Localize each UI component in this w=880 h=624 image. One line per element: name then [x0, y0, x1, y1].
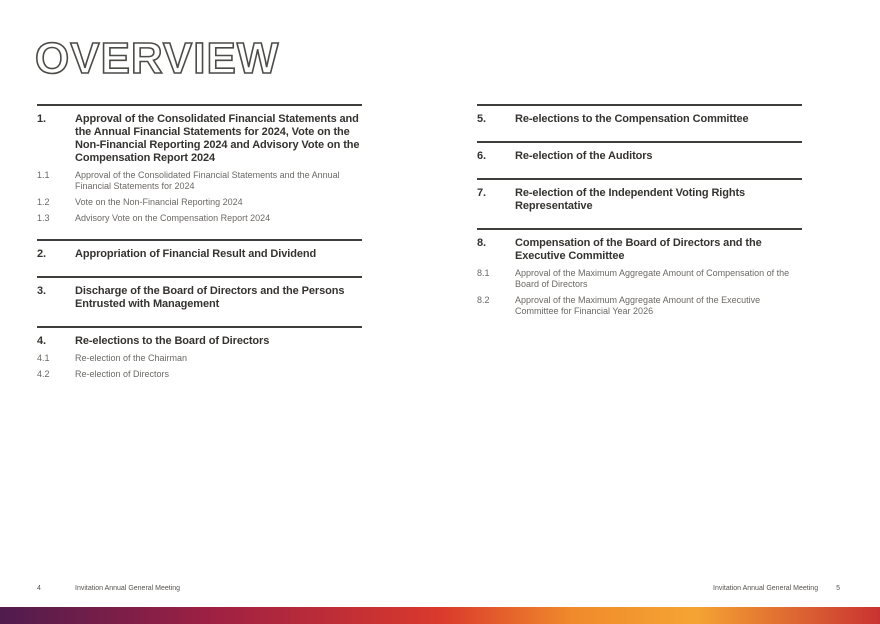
agenda-subitem [37, 369, 362, 380]
agenda-section [477, 141, 802, 178]
agenda-subitem [477, 295, 802, 317]
bottom-gradient-bar [0, 607, 880, 624]
agenda-item-number: 5. [477, 113, 486, 125]
agenda-section [37, 276, 362, 326]
agenda-subitem [37, 170, 362, 192]
agenda-subitem [37, 353, 362, 364]
agenda-heading [37, 113, 362, 165]
agenda-subitem-text: Vote on the Non-Financial Reporting 2024 [75, 197, 243, 207]
page-title: OVERVIEW [35, 34, 280, 83]
agenda-item-number: 4. [37, 335, 46, 347]
agenda-item-number: 2. [37, 248, 46, 260]
agenda-heading [37, 335, 362, 348]
agenda-subitem-text: Re-election of Directors [75, 369, 170, 379]
footer-page-number-left: 4 [37, 585, 41, 592]
agenda-item-number: 1. [37, 113, 46, 125]
agenda-subitem-text: Advisory Vote on the Compensation Report 2024 [75, 213, 271, 223]
agenda-item-title: Re-election of the Independent Voting Rights Representative [515, 187, 746, 212]
agenda-column-left [37, 104, 362, 395]
footer-label-right: Invitation Annual General Meeting [713, 585, 819, 592]
agenda-item-title: Re-elections to the Board of Directors [75, 335, 270, 347]
agenda-heading [37, 248, 362, 261]
agenda-item-title: Approval of the Consolidated Financial Statements and the Annual Financial Statements for 2024, Vote on the Non-Financial Reporting 2024 and Advisory Vote on the Compensation Report 2024 [75, 113, 360, 164]
agenda-item-number: 6. [477, 150, 486, 162]
agenda-subitem-number: 1.2 [37, 197, 50, 207]
agenda-heading [477, 150, 802, 163]
page-footer [0, 585, 880, 597]
agenda-item-number: 7. [477, 187, 486, 199]
agenda-item-title: Compensation of the Board of Directors and the Executive Committee [515, 237, 762, 262]
agenda-subitem-number: 1.3 [37, 213, 50, 223]
agenda-heading [477, 113, 802, 126]
agenda-section [477, 104, 802, 141]
agenda-section [477, 178, 802, 228]
agenda-subitem-number: 8.1 [477, 268, 490, 278]
agenda-subitem-text: Re-election of the Chairman [75, 353, 188, 363]
agenda-subitem [37, 197, 362, 208]
agenda-heading [477, 237, 802, 263]
agenda-subitem-number: 4.2 [37, 369, 50, 379]
footer-page-number-right: 5 [836, 585, 840, 592]
agenda-subitem-text: Approval of the Maximum Aggregate Amount of Compensation of the Board of Directors [515, 268, 790, 289]
agenda-subitem-text: Approval of the Maximum Aggregate Amount of the Executive Committee for Financial Year 2026 [515, 295, 761, 316]
agenda-subitem [37, 213, 362, 224]
agenda-item-title: Re-elections to the Compensation Committee [515, 113, 749, 125]
agenda-item-number: 3. [37, 285, 46, 297]
agenda-item-title: Discharge of the Board of Directors and the Persons Entrusted with Management [75, 285, 345, 310]
agenda-item-number: 8. [477, 237, 486, 249]
footer-label-left: Invitation Annual General Meeting [75, 585, 181, 592]
agenda-section [37, 326, 362, 395]
agenda-subitem-text: Approval of the Consolidated Financial Statements and the Annual Financial Statements for 2024 [75, 170, 340, 191]
footer-right [713, 585, 840, 592]
agenda-column-right [477, 104, 802, 332]
agenda-subitem [477, 268, 802, 290]
agenda-subitem-number: 1.1 [37, 170, 50, 180]
footer-left [37, 585, 180, 592]
agenda-section [477, 228, 802, 332]
agenda-section [37, 239, 362, 276]
agenda-heading [477, 187, 802, 213]
agenda-subitem-number: 8.2 [477, 295, 490, 305]
agenda-subitem-number: 4.1 [37, 353, 50, 363]
agenda-section [37, 104, 362, 239]
agenda-heading [37, 285, 362, 311]
agenda-item-title: Re-election of the Auditors [515, 150, 653, 162]
agenda-item-title: Appropriation of Financial Result and Dividend [75, 248, 317, 260]
